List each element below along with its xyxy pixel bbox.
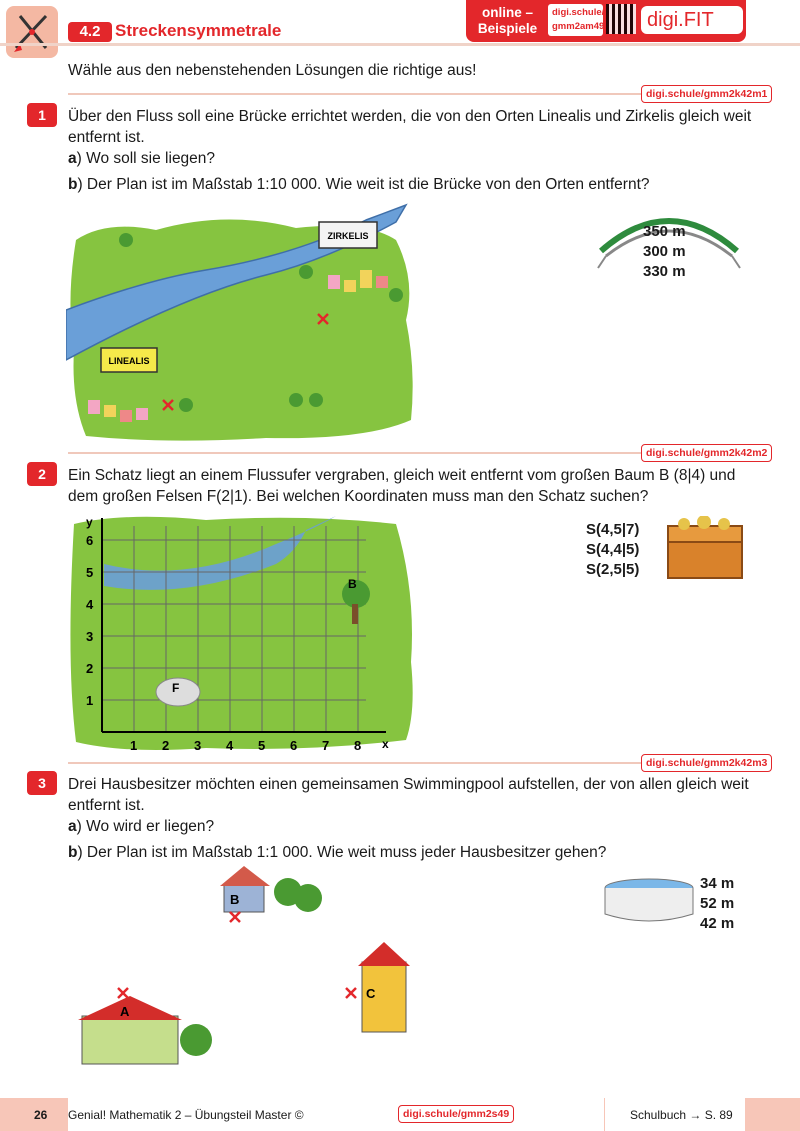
tick-label: 3 — [194, 738, 202, 753]
answer-option[interactable]: 42 m — [700, 915, 735, 932]
answer-option[interactable]: 52 m — [700, 895, 735, 912]
footer-link[interactable]: digi.schule/gmm2s49 — [398, 1105, 514, 1123]
tree-trunk — [352, 604, 358, 624]
point-b-label: B — [348, 577, 357, 591]
tick-label: 2 — [162, 738, 170, 753]
tick-label: 4 — [86, 597, 94, 612]
answer-option[interactable]: S(4,4|5) — [586, 541, 640, 558]
sign-linealis-label: LINEALIS — [108, 356, 150, 366]
online-code[interactable]: digi.schule/ gmm2am49 — [548, 4, 603, 36]
answer-option[interactable]: 350 m — [643, 223, 686, 240]
house-a-label: A — [120, 1004, 130, 1019]
river-map — [66, 200, 422, 444]
marker-x-a — [118, 988, 128, 998]
tick-label: 8 — [354, 738, 362, 753]
section-title: Streckensymmetrale — [115, 21, 282, 40]
point-f-label: F — [172, 681, 180, 695]
answer-option[interactable]: S(2,5|5) — [586, 561, 640, 578]
divider — [68, 452, 643, 454]
task-1-text: Über den Fluss soll eine Brücke errichtet werden, die von den Orten Linealis und Zirkelis gleich weit entfernt ist. — [68, 108, 752, 146]
coordinate-map — [66, 512, 422, 756]
tick-label: 6 — [86, 533, 94, 548]
task-2-link[interactable]: digi.schule/gmm2k42m2 — [641, 444, 772, 462]
book-title: Genial! Mathematik 2 – Übungsteil Master © — [68, 1108, 304, 1122]
answer-option[interactable]: 34 m — [700, 875, 735, 892]
instructions: Wähle aus den nebenstehenden Lösungen die richtige aus! — [68, 62, 477, 79]
treasure-chest-icon — [664, 516, 746, 582]
compass-pencil-icon — [6, 6, 58, 58]
task-2-number: 2 — [27, 462, 57, 486]
digifit-label: digi.FIT — [647, 9, 714, 31]
task-1-link[interactable]: digi.schule/gmm2k42m1 — [641, 85, 772, 103]
task-3b: b) Der Plan ist im Maßstab 1:1 000. Wie weit muss jeder Hausbesitzer gehen? — [68, 844, 607, 861]
house-c — [336, 940, 416, 1036]
y-axis-label: y — [86, 515, 93, 529]
task-2-text: Ein Schatz liegt an einem Flussufer vergraben, gleich weit entfernt vom großen Baum B (8|4) und dem großen Felsen F(2|1). Bei welchen Koordinaten muss man den Schatz suchen? — [68, 467, 736, 505]
house-b-label: B — [230, 892, 240, 907]
tick-label: 6 — [290, 738, 298, 753]
task-2-answers — [586, 520, 639, 580]
house-b — [212, 862, 332, 934]
task-1-answers — [643, 222, 686, 282]
tick-label: 1 — [130, 738, 138, 753]
tick-label: 4 — [226, 738, 234, 753]
divider — [68, 762, 643, 764]
marker-x-b — [230, 912, 240, 922]
tick-label: 2 — [86, 661, 94, 676]
online-label: online – Beispiele — [477, 5, 538, 36]
sign-zirkelis-label: ZIRKELIS — [327, 231, 369, 241]
swimming-pool-icon — [602, 876, 696, 928]
tick-label: 7 — [322, 738, 330, 753]
book-logo — [6, 6, 58, 58]
divider — [68, 93, 643, 95]
task-1-number: 1 — [27, 103, 57, 127]
answer-option[interactable]: S(4,5|7) — [586, 521, 640, 538]
task-3-text: Drei Hausbesitzer möchten einen gemeinsamen Swimmingpool aufstellen, der von allen gleich weit entfernt ist. — [68, 776, 749, 814]
tick-label: 5 — [86, 565, 94, 580]
task-3-link[interactable]: digi.schule/gmm2k42m3 — [641, 754, 772, 772]
task-3a: a) Wo wird er liegen? — [68, 818, 215, 835]
tick-label: 1 — [86, 693, 94, 708]
task-1a: a) Wo soll sie liegen? — [68, 150, 216, 167]
section-number: 4.2 — [68, 22, 112, 42]
tick-label: 5 — [258, 738, 266, 753]
task-3-number: 3 — [27, 771, 57, 795]
schoolbook-ref: Schulbuch → S. 89 — [630, 1108, 733, 1122]
x-axis-label: x — [382, 737, 389, 751]
house-c-label: C — [366, 986, 376, 1001]
marker-x-c — [346, 988, 356, 998]
answer-option[interactable]: 300 m — [643, 243, 686, 260]
task-3-answers — [700, 874, 734, 934]
tick-label: 3 — [86, 629, 94, 644]
digifit-logo[interactable] — [641, 6, 743, 34]
qr-code-icon — [606, 4, 636, 34]
header-divider — [0, 43, 800, 46]
task-1b: b) Der Plan ist im Maßstab 1:10 000. Wie weit ist die Brücke von den Orten entfernt? — [68, 176, 650, 193]
answer-option[interactable]: 330 m — [643, 263, 686, 280]
house-a — [76, 984, 216, 1072]
page-number: 26 — [34, 1108, 48, 1122]
